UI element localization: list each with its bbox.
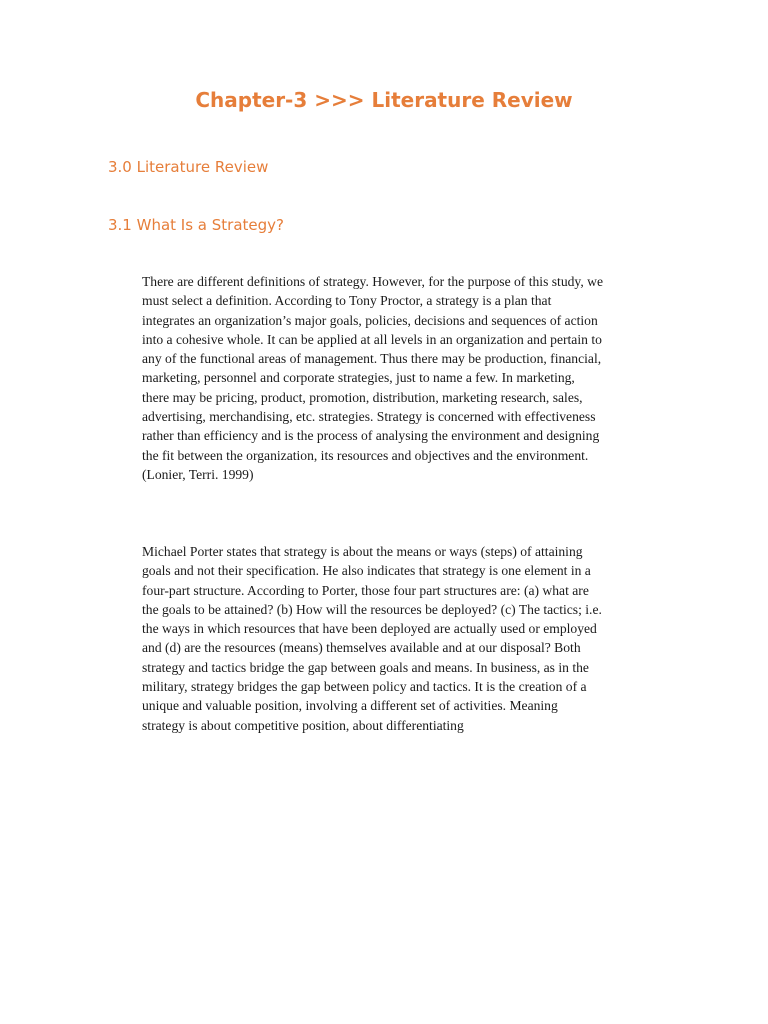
section-heading-3-1: 3.1 What Is a Strategy? [108, 216, 285, 234]
chapter-title: Chapter-3 >>> Literature Review [195, 88, 573, 112]
section-heading-3-0: 3.0 Literature Review [108, 158, 269, 176]
body-paragraph-porter-strategy: Michael Porter states that strategy is about the means or ways (steps) of attaining goals and not their specification. He also indicates that strategy is one element in a four-part structure. According to Porter, those four part structures are: (a) what are the goals to be attained? (b) How will the resources be deployed? (c) The tactics; i.e. the ways in which resources that have been deployed are actually used or employed and (d) are the resources (means) themselves available and at our disposal? Both strategy and tactics bridge the gap between goals and means. In business, as in the military, strategy bridges the gap between policy and tactics. It is the creation of a unique and valuable position, involving a different set of activities. Meaning strategy is about competitive position, about differentiating [142, 544, 602, 733]
body-paragraph-strategy-definitions: There are different definitions of strategy. However, for the purpose of this study, we must select a definition. According to Tony Proctor, a strategy is a plan that integrates an organization’s major goals, policies, decisions and sequences of action into a cohesive whole. It can be applied at all levels in an organization and pertain to any of the functional areas of management. Thus there may be production, financial, marketing, personnel and corporate strategies, just to name a few. In marketing, there may be pricing, product, promotion, distribution, marketing research, sales, advertising, merchandising, etc. strategies. Strategy is concerned with effectiveness rather than efficiency and is the process of analysing the environment and designing the fit between the organization, its resources and objectives and the environment. (Lonier, Terri. 1999) [142, 274, 603, 482]
